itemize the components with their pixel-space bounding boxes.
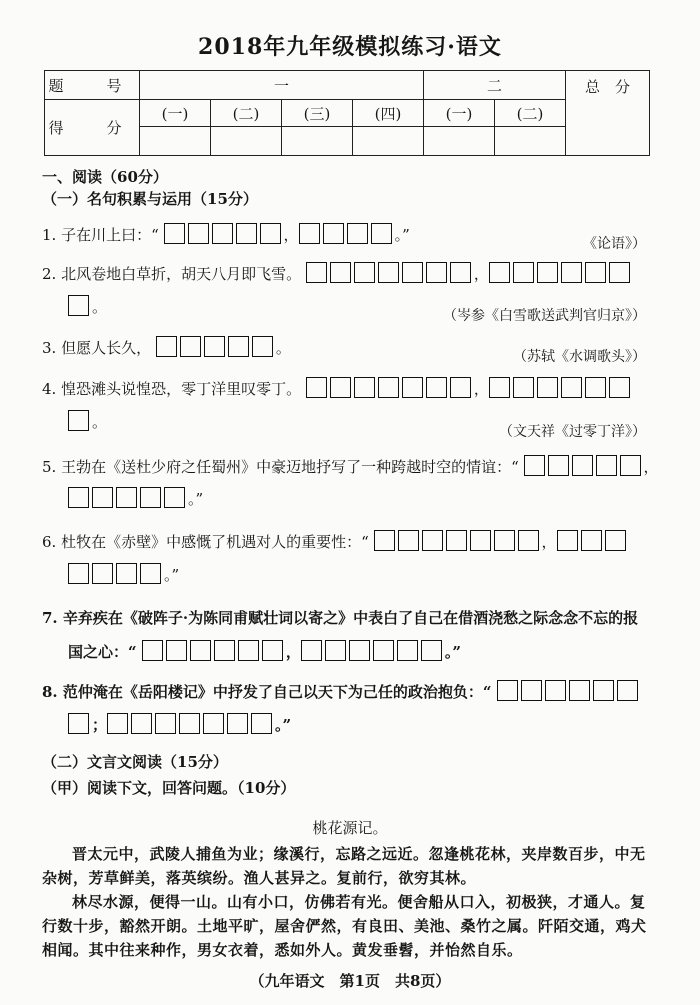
answer-box[interactable]: [470, 530, 491, 551]
punctuation: 。: [92, 298, 108, 316]
question-3: [42, 336, 291, 358]
question-number: 3.: [42, 339, 57, 357]
punctuation: ，: [473, 380, 489, 398]
answer-box[interactable]: [585, 377, 606, 398]
question-source: （岑参《白雪歌送武判官归京》）: [443, 308, 646, 324]
answer-box[interactable]: [301, 640, 322, 661]
answer-box[interactable]: [426, 377, 447, 398]
question-text: 惶恐滩头说惶恐，零丁洋里叹零丁。: [61, 380, 302, 398]
answer-box[interactable]: [378, 377, 399, 398]
question-8: [42, 680, 641, 702]
answer-box[interactable]: [68, 295, 89, 316]
answer-box[interactable]: [450, 377, 471, 398]
answer-box[interactable]: [262, 640, 283, 661]
sub-header: (二): [211, 100, 282, 127]
classical-paragraph: 林尽水源，便得一山。山有小口，仿佛若有光。便舍船从口入，初极狭，才通人。复行数十步，豁然开朗。土地平旷，屋舍俨然，有良田、美池、桑竹之属。阡陌交通，鸡犬相闻。其中往来种作，男女衣着，悉如外人。黄发垂髫，并怡然自乐。: [42, 893, 647, 959]
score-cell[interactable]: [424, 127, 495, 156]
score-cell[interactable]: [282, 127, 353, 156]
question-source: （苏轼《水调歌头》）: [513, 349, 646, 365]
subsection-classical-a: （甲）阅读下文，回答问题。（10分）: [42, 779, 296, 797]
answer-box[interactable]: [620, 455, 641, 476]
answer-box[interactable]: [306, 377, 327, 398]
answer-box[interactable]: [156, 336, 177, 357]
answer-box[interactable]: [489, 377, 510, 398]
answer-box[interactable]: [107, 713, 128, 734]
punctuation: 。: [275, 339, 291, 357]
question-number: 2.: [42, 265, 57, 283]
answer-box[interactable]: [251, 713, 272, 734]
punctuation: ，: [643, 458, 659, 476]
answer-box[interactable]: [537, 262, 558, 283]
answer-box[interactable]: [330, 377, 351, 398]
question-5-cont: [42, 487, 203, 509]
question-number-label: 题 号: [45, 71, 140, 100]
answer-box[interactable]: [561, 377, 582, 398]
question-source: 《论语》）: [583, 236, 646, 252]
answer-box[interactable]: [548, 455, 569, 476]
answer-box[interactable]: [140, 487, 161, 508]
question-1: [42, 223, 410, 245]
answer-box[interactable]: [354, 377, 375, 398]
answer-box[interactable]: [494, 530, 515, 551]
answer-box[interactable]: [180, 336, 201, 357]
answer-box[interactable]: [609, 377, 630, 398]
question-number: 6.: [42, 533, 57, 551]
answer-box[interactable]: [513, 262, 534, 283]
question-2-cont: [42, 295, 107, 317]
question-text: 子在川上曰：“: [61, 226, 159, 244]
question-text: 辛弃疾在《破阵子·为陈同甫赋壮词以寄之》中表白了自己在借酒浇愁之际念念不忘的报: [62, 609, 639, 627]
question-5: [42, 455, 659, 477]
sub-header: (三): [282, 100, 353, 127]
answer-box[interactable]: [354, 262, 375, 283]
answer-box[interactable]: [252, 336, 273, 357]
score-label: 得 分: [45, 100, 140, 156]
answer-box[interactable]: [489, 262, 510, 283]
question-text: 但愿人长久，: [61, 339, 152, 357]
question-4-cont: [42, 410, 107, 432]
answer-box[interactable]: [299, 223, 320, 244]
answer-box[interactable]: [524, 455, 545, 476]
answer-box[interactable]: [569, 680, 590, 701]
section-reading: 一、阅读（60分）: [42, 168, 168, 186]
answer-box[interactable]: [347, 223, 368, 244]
answer-box[interactable]: [330, 262, 351, 283]
sub-header: (四): [353, 100, 424, 127]
answer-box[interactable]: [545, 680, 566, 701]
punctuation: ，: [541, 533, 557, 551]
answer-box[interactable]: [617, 680, 638, 701]
answer-box[interactable]: [521, 680, 542, 701]
part-one-header: 一: [140, 71, 424, 100]
question-2: [42, 262, 633, 284]
answer-box[interactable]: [260, 223, 281, 244]
answer-box[interactable]: [426, 262, 447, 283]
classical-paragraph: 晋太元中，武陵人捕鱼为业；缘溪行，忘路之远近。忽逢桃花林，夹岸数百步，中无杂树，芳草鲜美，落英缤纷。渔人甚异之。复前行，欲穷其林。: [42, 845, 646, 887]
answer-box[interactable]: [306, 262, 327, 283]
answer-box[interactable]: [164, 487, 185, 508]
question-text: 北风卷地白草折，胡天八月即飞雪。: [61, 265, 302, 283]
answer-box[interactable]: [204, 336, 225, 357]
answer-box[interactable]: [68, 487, 89, 508]
question-6: [42, 530, 629, 552]
answer-box[interactable]: [142, 640, 163, 661]
answer-box[interactable]: [422, 530, 443, 551]
answer-box[interactable]: [596, 455, 617, 476]
question-8-cont: [42, 713, 291, 735]
page-title: 2018年九年级模拟练习·语文: [198, 34, 502, 60]
answer-box[interactable]: [238, 640, 259, 661]
answer-box[interactable]: [605, 530, 626, 551]
answer-box[interactable]: [373, 640, 394, 661]
answer-box[interactable]: [92, 487, 113, 508]
answer-box[interactable]: [227, 713, 248, 734]
answer-box[interactable]: [203, 713, 224, 734]
answer-box[interactable]: [378, 262, 399, 283]
question-text: 王勃在《送杜少府之任蜀州》中豪迈地抒写了一种跨越时空的情谊：“: [61, 458, 519, 476]
question-source: （文天祥《过零丁洋》）: [499, 424, 646, 440]
answer-box[interactable]: [92, 563, 113, 584]
punctuation: ，: [285, 643, 301, 661]
answer-box[interactable]: [236, 223, 257, 244]
part-two-header: 二: [424, 71, 566, 100]
answer-box[interactable]: [166, 640, 187, 661]
answer-box[interactable]: [323, 223, 344, 244]
punctuation: 。”: [394, 226, 410, 244]
score-cell[interactable]: [211, 127, 282, 156]
answer-box[interactable]: [68, 410, 89, 431]
answer-box[interactable]: [140, 563, 161, 584]
punctuation: 。”: [275, 716, 292, 734]
question-number: 1.: [42, 226, 57, 244]
question-number: 4.: [42, 380, 57, 398]
answer-box[interactable]: [155, 713, 176, 734]
answer-box[interactable]: [325, 640, 346, 661]
answer-box[interactable]: [593, 680, 614, 701]
answer-box[interactable]: [68, 713, 89, 734]
answer-box[interactable]: [398, 530, 419, 551]
question-text: 国之心：“: [68, 643, 137, 661]
punctuation: 。”: [444, 643, 462, 661]
subsection-quotes: （一）名句积累与运用（15分）: [42, 190, 258, 208]
score-cell[interactable]: [140, 127, 211, 156]
question-text: 范仲淹在《岳阳楼记》中抒发了自己以天下为己任的政治抱负：“: [62, 683, 492, 701]
punctuation: 。”: [188, 490, 204, 508]
score-table: [44, 70, 650, 156]
answer-box[interactable]: [561, 262, 582, 283]
sub-header: (一): [424, 100, 495, 127]
classical-title: 桃花源记。: [312, 819, 388, 837]
question-number: 5.: [42, 458, 57, 476]
answer-box[interactable]: [397, 640, 418, 661]
punctuation: ；: [92, 716, 108, 734]
answer-box[interactable]: [609, 262, 630, 283]
answer-box[interactable]: [188, 223, 209, 244]
punctuation: 。”: [164, 566, 180, 584]
answer-box[interactable]: [214, 640, 235, 661]
sub-header: (二): [495, 100, 566, 127]
sub-header: (一): [140, 100, 211, 127]
answer-box[interactable]: [179, 713, 200, 734]
question-4: [42, 377, 633, 399]
punctuation: ，: [473, 265, 489, 283]
question-6-cont: [42, 563, 179, 585]
answer-box[interactable]: [497, 680, 518, 701]
answer-box[interactable]: [349, 640, 370, 661]
answer-box[interactable]: [450, 262, 471, 283]
punctuation: ，: [283, 226, 299, 244]
total-score-header: 总 分: [566, 71, 650, 156]
answer-box[interactable]: [421, 640, 442, 661]
answer-box[interactable]: [513, 377, 534, 398]
page-footer: （九年语文 第1页 共8页）: [249, 972, 451, 990]
answer-box[interactable]: [518, 530, 539, 551]
answer-box[interactable]: [557, 530, 578, 551]
score-cell[interactable]: [495, 127, 566, 156]
answer-box[interactable]: [190, 640, 211, 661]
answer-box[interactable]: [572, 455, 593, 476]
answer-box[interactable]: [68, 563, 89, 584]
answer-box[interactable]: [585, 262, 606, 283]
score-cell[interactable]: [353, 127, 424, 156]
question-number: 7.: [42, 609, 58, 627]
answer-box[interactable]: [371, 223, 392, 244]
answer-box[interactable]: [446, 530, 467, 551]
answer-box[interactable]: [402, 262, 423, 283]
question-number: 8.: [42, 683, 58, 701]
answer-box[interactable]: [116, 563, 137, 584]
answer-box[interactable]: [212, 223, 233, 244]
answer-box[interactable]: [581, 530, 602, 551]
question-text: 杜牧在《赤壁》中感慨了机遇对人的重要性：“: [61, 533, 369, 551]
question-7-cont: [42, 640, 461, 662]
punctuation: 。: [92, 413, 108, 431]
answer-box[interactable]: [228, 336, 249, 357]
answer-box[interactable]: [402, 377, 423, 398]
question-7: [42, 607, 638, 628]
answer-box[interactable]: [537, 377, 558, 398]
subsection-classical: （二）文言文阅读（15分）: [42, 753, 228, 771]
answer-box[interactable]: [374, 530, 395, 551]
answer-box[interactable]: [131, 713, 152, 734]
answer-box[interactable]: [116, 487, 137, 508]
answer-box[interactable]: [164, 223, 185, 244]
